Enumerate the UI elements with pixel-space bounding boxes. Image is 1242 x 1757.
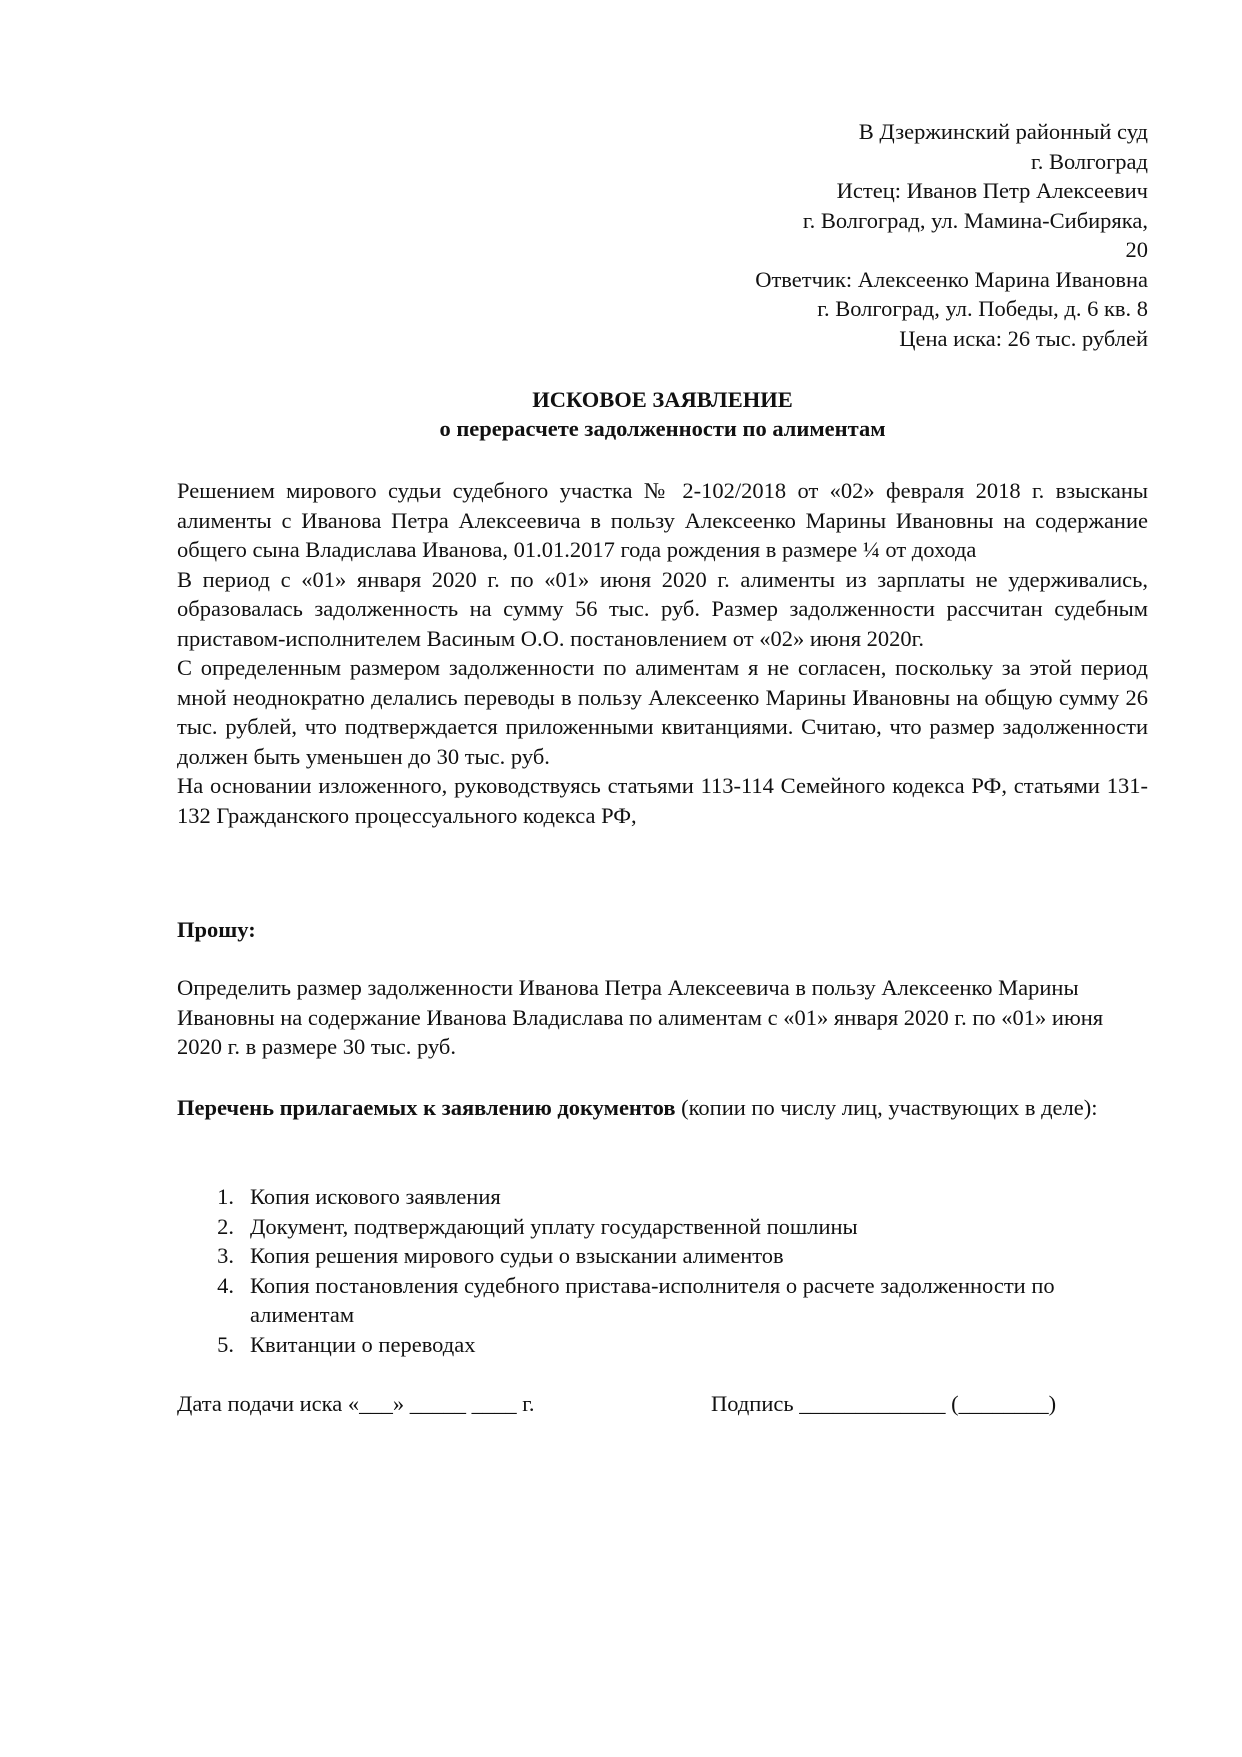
list-item-number: 3.: [217, 1243, 234, 1268]
addressee-block: [640, 117, 1148, 353]
list-item-text: Копия искового заявления: [250, 1184, 501, 1209]
claim-body: [177, 476, 1148, 830]
list-item-number: 2.: [217, 1213, 234, 1239]
header-line-court: В Дзержинский районный суд: [858, 119, 1148, 144]
header-line-claim-value: Цена иска: 26 тыс. рублей: [899, 325, 1148, 351]
request-text: Определить размер задолженности Иванова Петра Алексеевича в пользу Алексеенко Марины Ивановны на содержание Иванова Владислава по алиментам с «01» января 2020 г. по «01» июня 2020 г. в размере 30 тыс. руб.: [177, 975, 1104, 1059]
header-line-defendant: Ответчик: Алексеенко Марина Ивановна: [755, 266, 1148, 292]
body-paragraph-2: В период с «01» января 2020 г. по «01» июня 2020 г. алименты из зарплаты не удерживались, образовалась задолженность на сумму 56 тыс. руб. Размер задолженности рассчитан судебным приставом-исполнителем Васиным О.О. постановлением от «02» июня 2020г.: [177, 566, 1148, 651]
header-line-plaintiff-address: г. Волгоград, ул. Мамина-Сибиряка,: [802, 207, 1148, 233]
list-item-text: Копия решения мирового судьи о взыскании алиментов: [250, 1243, 784, 1268]
header-line-city: г. Волгоград: [1031, 148, 1148, 174]
list-item-number: 1.: [217, 1184, 234, 1209]
attachments-heading: [177, 1093, 1148, 1123]
list-item: [177, 1182, 1148, 1212]
list-item-text: Копия постановления судебного пристава-исполнителя о расчете задолженности по алиментам: [250, 1272, 1055, 1327]
request-heading: Прошу:: [177, 917, 256, 942]
body-paragraph-1: Решением мирового судьи судебного участка № 2-102/2018 от «02» февраля 2018 г. взысканы алименты с Иванова Петра Алексеевича в пользу Алексеенко Марины Ивановны на содержание общего сына Владислава Иванова, 01.01.2017 года рождения в размере ¼ от дохода: [177, 478, 1148, 562]
header-line-plaintiff: Истец: Иванов Петр Алексеевич: [836, 178, 1148, 203]
list-item: [177, 1271, 1148, 1330]
list-item: [177, 1330, 1148, 1360]
attachments-heading-rest: (копии по числу лиц, участвующих в деле):: [675, 1095, 1098, 1120]
title-subtitle: о перерасчете задолженности по алиментам: [439, 416, 886, 441]
attachments-heading-bold: Перечень прилагаемых к заявлению документов: [177, 1095, 676, 1120]
list-item-number: 5.: [217, 1331, 234, 1357]
list-item-number: 4.: [217, 1272, 234, 1298]
filing-date-line: Дата подачи иска «___» _____ ____ г.: [177, 1391, 535, 1416]
list-item: [177, 1241, 1148, 1271]
title-main: ИСКОВОЕ ЗАЯВЛЕНИЕ: [532, 387, 793, 412]
list-item: [177, 1212, 1148, 1242]
document-title: [177, 385, 1148, 443]
body-paragraph-4: На основании изложенного, руководствуясь статьями 113-114 Семейного кодекса РФ, статьями 131-132 Гражданского процессуального кодекса РФ,: [177, 773, 1148, 828]
header-line-plaintiff-address-cont: 20: [1125, 237, 1148, 262]
attachments-list: [177, 1182, 1148, 1359]
header-line-defendant-address: г. Волгоград, ул. Победы, д. 6 кв. 8: [817, 296, 1148, 321]
signature-line: Подпись _____________ (________): [711, 1391, 1057, 1416]
list-item-text: Документ, подтверждающий уплату государственной пошлины: [250, 1213, 858, 1239]
body-paragraph-3: С определенным размером задолженности по алиментам я не согласен, поскольку за этой период мной неоднократно делались переводы в пользу Алексеенко Марины Ивановны на общую сумму 26 тыс. рублей, что подтверждается приложенными квитанциями. Считаю, что размер задолженности должен быть уменьшен до 30 тыс. руб.: [177, 655, 1148, 769]
list-item-text: Квитанции о переводах: [250, 1331, 476, 1357]
